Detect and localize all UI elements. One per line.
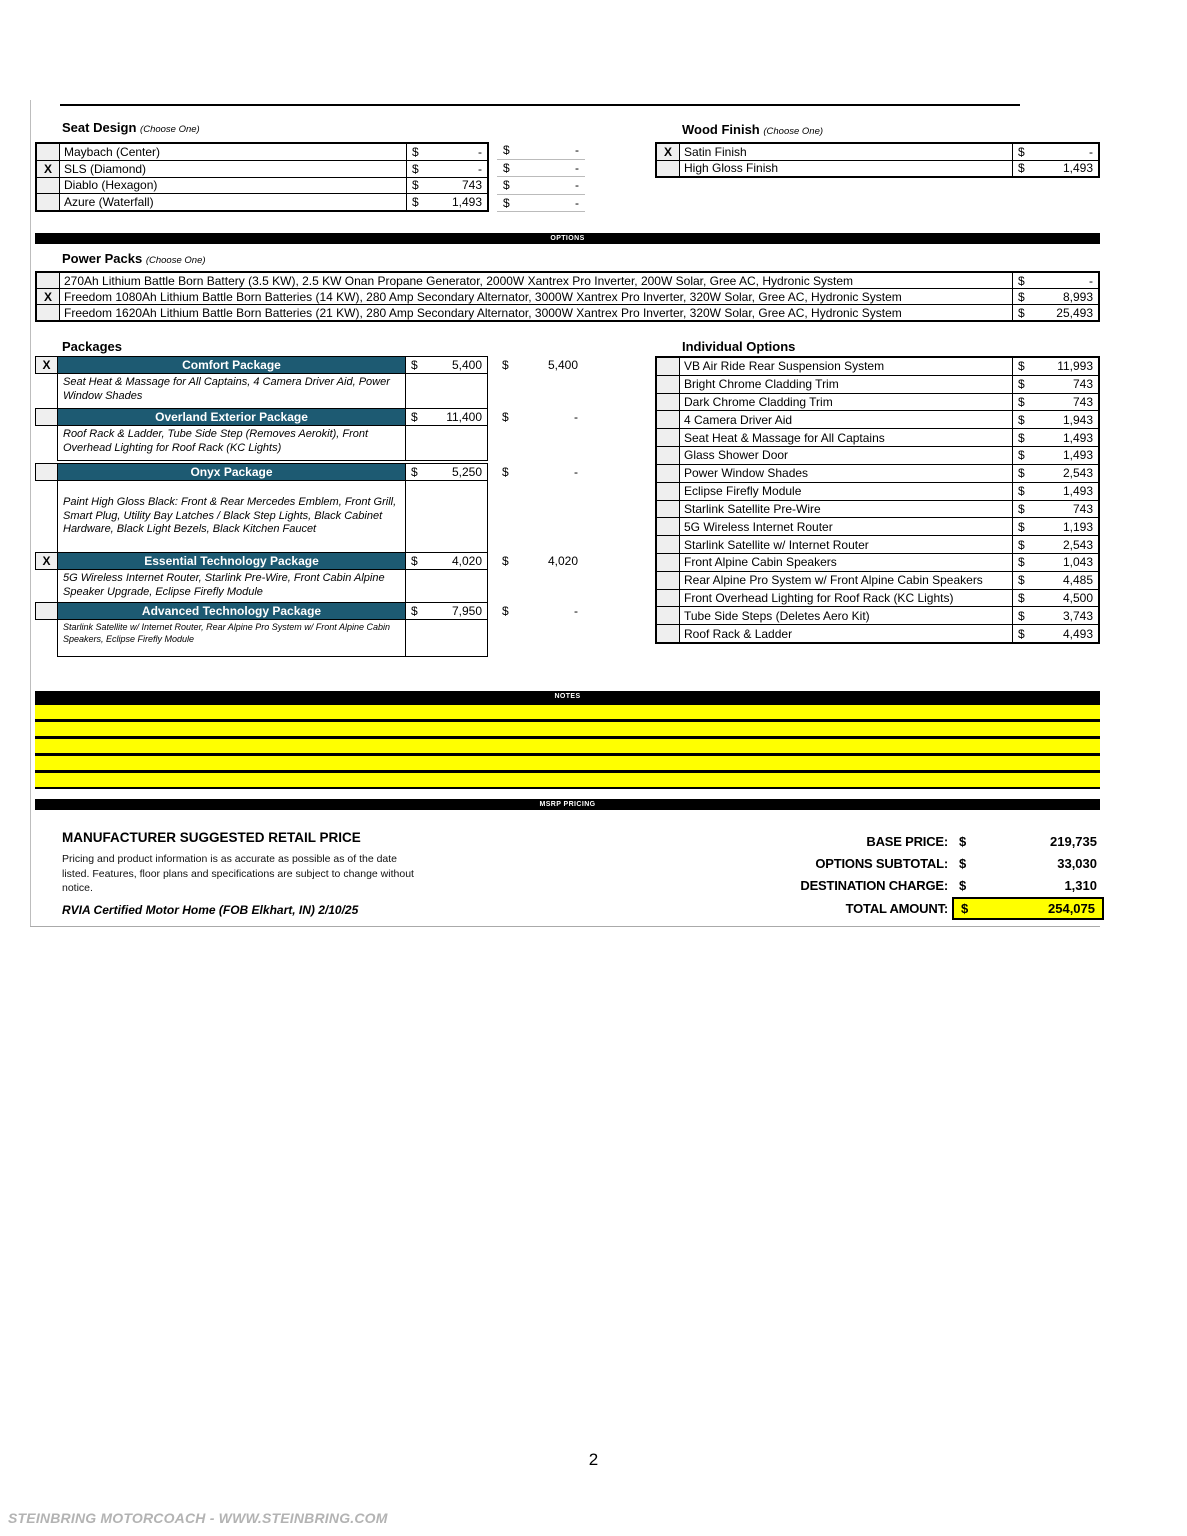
amount-value: 254,075 — [1048, 900, 1095, 916]
seat-price — [406, 161, 487, 177]
seat-price — [406, 144, 487, 160]
msrp-row — [640, 897, 1104, 919]
seat-row — [37, 193, 487, 210]
package-item — [35, 463, 615, 553]
power-pack-price — [1012, 273, 1098, 288]
option-checkbox[interactable] — [657, 376, 680, 393]
currency-symbol: $ — [1018, 501, 1025, 516]
option-label: 5G Wireless Internet Router — [684, 519, 833, 534]
currency-symbol: $ — [412, 195, 419, 210]
currency-symbol: $ — [1018, 305, 1025, 320]
price-value: 743 — [1072, 395, 1093, 410]
currency-symbol: $ — [411, 358, 418, 372]
price-value: 1,493 — [451, 195, 482, 210]
power-pack-label: Freedom 1620Ah Lithium Battle Born Batteries (21 KW), 280 Amp Secondary Alternator, 3000W Xantrex Pro Inverter, 320W Solar, Gree AC, Hydronic System — [64, 305, 902, 320]
currency-symbol: $ — [411, 554, 418, 568]
package-price — [405, 552, 488, 570]
individual-option-row — [657, 464, 1098, 482]
package-item — [35, 552, 615, 603]
currency-symbol: $ — [1018, 273, 1025, 288]
package-checkbox[interactable]: X — [35, 552, 58, 570]
seat-row — [37, 144, 487, 160]
individual-option-row — [657, 375, 1098, 393]
individual-option-row — [657, 358, 1098, 375]
options-subtotal-value — [952, 852, 1104, 874]
seat-selected-price — [497, 142, 585, 160]
option-label: Bright Chrome Cladding Trim — [684, 377, 839, 392]
seat-selected-column — [497, 142, 585, 212]
package-item — [35, 408, 615, 461]
currency-symbol: $ — [412, 161, 419, 176]
seat-checkbox[interactable] — [37, 178, 60, 194]
notes-line[interactable] — [35, 722, 1100, 736]
wood-finish-table — [655, 142, 1100, 178]
price-value: - — [478, 161, 482, 176]
power-pack-label: Freedom 1080Ah Lithium Battle Born Batteries (14 KW), 280 Amp Secondary Alternator, 3000W Xantrex Pro Inverter, 320W Solar, Gree AC, Hydronic System — [64, 289, 902, 304]
seat-price — [406, 178, 487, 194]
individual-option-row — [657, 535, 1098, 553]
option-price — [1012, 518, 1098, 535]
price-value: 7,950 — [451, 604, 482, 618]
seat-row — [37, 160, 487, 177]
option-label: Glass Shower Door — [684, 448, 789, 463]
option-checkbox[interactable] — [657, 429, 680, 446]
option-label: VB Air Ride Rear Suspension System — [684, 359, 885, 374]
option-checkbox[interactable] — [657, 554, 680, 571]
package-checkbox[interactable] — [35, 463, 58, 481]
wood-price — [1012, 144, 1098, 160]
individual-options-title: Individual Options — [682, 339, 796, 354]
option-checkbox[interactable] — [657, 358, 680, 375]
seat-selected-price — [497, 177, 585, 195]
msrp-totals — [640, 830, 1104, 920]
selected-value: - — [574, 604, 578, 618]
option-price — [1012, 465, 1098, 482]
power-pack-label: 270Ah Lithium Battle Born Battery (3.5 KW), 2.5 KW Onan Propane Generator, 2000W Xantrex Pro Inverter, 200W Solar, Gree AC, Hydronic System — [64, 273, 854, 288]
msrp-section-bar: MSRP PRICING — [35, 799, 1100, 810]
package-checkbox[interactable] — [35, 602, 58, 620]
price-value: - — [1089, 144, 1093, 159]
wood-finish-title-text: Wood Finish — [682, 122, 760, 137]
price-value: 1,193 — [1062, 519, 1093, 534]
option-price — [1012, 429, 1098, 446]
currency-symbol: $ — [502, 410, 509, 424]
package-description: Paint High Gloss Black: Front & Rear Mercedes Emblem, Front Grill, Smart Plug, Utility Bay Latches / Black Step Lights, Black Cabinet Hardware, Black Light Bezels, Black Kitchen Faucet — [57, 480, 406, 553]
power-pack-price — [1012, 305, 1098, 320]
option-label: Starlink Satellite Pre-Wire — [684, 501, 821, 516]
top-rule — [60, 104, 1020, 106]
seat-selected-price — [497, 160, 585, 178]
individual-option-row — [657, 606, 1098, 624]
currency-symbol: $ — [411, 410, 418, 424]
option-price — [1012, 358, 1098, 375]
option-checkbox[interactable] — [657, 447, 680, 464]
seat-selected-price — [497, 195, 585, 213]
price-value: 1,493 — [1062, 161, 1093, 176]
seat-row — [37, 177, 487, 194]
package-price — [405, 463, 488, 481]
currency-symbol: $ — [503, 160, 510, 175]
seat-design-table — [35, 142, 585, 212]
package-item — [35, 602, 615, 657]
package-name: Essential Technology Package — [57, 552, 406, 570]
currency-symbol: $ — [1018, 573, 1025, 588]
package-selected-price — [496, 356, 584, 374]
price-value: 1,493 — [1062, 430, 1093, 445]
option-price — [1012, 483, 1098, 500]
option-label: Rear Alpine Pro System w/ Front Alpine Cabin Speakers — [684, 573, 983, 588]
package-price — [405, 602, 488, 620]
package-name: Overland Exterior Package — [57, 408, 406, 426]
currency-symbol: $ — [1018, 430, 1025, 445]
currency-symbol: $ — [502, 604, 509, 618]
option-label: Front Alpine Cabin Speakers — [684, 555, 837, 570]
package-description: 5G Wireless Internet Router, Starlink Pre-Wire, Front Cabin Alpine Speaker Upgrade, Eclipse Firefly Module — [57, 569, 406, 603]
msrp-bottom-line — [30, 926, 1100, 927]
currency-symbol: $ — [1018, 484, 1025, 499]
option-checkbox[interactable] — [657, 411, 680, 428]
currency-symbol: $ — [959, 833, 967, 849]
option-checkbox[interactable] — [657, 518, 680, 535]
notes-line[interactable] — [35, 773, 1100, 787]
power-pack-row — [37, 304, 1098, 320]
individual-option-row — [657, 500, 1098, 518]
msrp-row — [640, 852, 1104, 874]
currency-symbol: $ — [961, 900, 969, 916]
currency-symbol: $ — [1018, 519, 1025, 534]
currency-symbol: $ — [1018, 144, 1025, 159]
page-number: 2 — [588, 1450, 599, 1469]
option-label: Front Overhead Lighting for Roof Rack (KC Lights) — [684, 590, 954, 605]
currency-symbol: $ — [1018, 608, 1025, 623]
currency-symbol: $ — [502, 465, 509, 479]
currency-symbol: $ — [412, 178, 419, 193]
option-price — [1012, 590, 1098, 607]
notes-line[interactable] — [35, 756, 1100, 770]
option-checkbox[interactable] — [657, 607, 680, 624]
currency-symbol: $ — [1018, 412, 1025, 427]
price-value: 743 — [1072, 377, 1093, 392]
option-label: Starlink Satellite w/ Internet Router — [684, 537, 869, 552]
selected-value: - — [575, 195, 579, 210]
option-label: Tube Side Steps (Deletes Aero Kit) — [684, 608, 870, 623]
msrp-title: MANUFACTURER SUGGESTED RETAIL PRICE — [62, 830, 361, 845]
power-packs-title — [62, 251, 206, 266]
option-label: 4 Camera Driver Aid — [684, 412, 793, 427]
price-value: 1,943 — [1062, 412, 1093, 427]
wood-label: High Gloss Finish — [684, 161, 779, 176]
base-price-label: BASE PRICE: — [866, 833, 948, 849]
notes-section — [35, 691, 1100, 789]
option-label: Roof Rack & Ladder — [684, 626, 793, 641]
option-label: Seat Heat & Massage for All Captains — [684, 430, 885, 445]
package-selected-price — [496, 408, 584, 426]
option-checkbox[interactable] — [657, 536, 680, 553]
package-name: Comfort Package — [57, 356, 406, 374]
price-value: 25,493 — [1056, 305, 1093, 320]
currency-symbol: $ — [411, 604, 418, 618]
package-description: Roof Rack & Ladder, Tube Side Step (Removes Aerokit), Front Overhead Lighting for Roof Rack (KC Lights) — [57, 425, 406, 461]
packages-table — [35, 356, 615, 657]
price-value: 743 — [461, 178, 482, 193]
currency-symbol: $ — [411, 465, 418, 479]
seat-label: SLS (Diamond) — [64, 161, 147, 176]
currency-symbol: $ — [1018, 555, 1025, 570]
rvia-certification: RVIA Certified Motor Home (FOB Elkhart, IN) 2/10/25 — [62, 903, 359, 917]
seat-design-title — [62, 120, 200, 135]
currency-symbol: $ — [1018, 395, 1025, 410]
price-value: 4,493 — [1062, 626, 1093, 641]
option-price — [1012, 501, 1098, 518]
individual-option-row — [657, 624, 1098, 642]
notes-section-bar: NOTES — [35, 691, 1100, 702]
wood-label: Satin Finish — [684, 144, 747, 159]
price-value: 5,400 — [451, 358, 482, 372]
option-price — [1012, 625, 1098, 642]
seat-label: Azure (Waterfall) — [64, 195, 154, 210]
wood-checkbox[interactable] — [657, 161, 680, 177]
power-pack-checkbox[interactable] — [37, 305, 60, 320]
currency-symbol: $ — [1018, 161, 1025, 176]
seat-checkbox[interactable] — [37, 194, 60, 210]
currency-symbol: $ — [1018, 626, 1025, 641]
power-pack-row — [37, 288, 1098, 304]
wood-finish-title — [682, 122, 823, 137]
option-checkbox[interactable] — [657, 590, 680, 607]
price-value: 4,020 — [451, 554, 482, 568]
individual-option-row — [657, 553, 1098, 571]
power-pack-price — [1012, 289, 1098, 304]
package-price — [405, 356, 488, 374]
individual-option-row — [657, 571, 1098, 589]
option-checkbox[interactable] — [657, 625, 680, 642]
package-checkbox[interactable]: X — [35, 356, 58, 374]
currency-symbol: $ — [1018, 289, 1025, 304]
price-value: - — [478, 144, 482, 159]
price-value: 3,743 — [1062, 608, 1093, 623]
selected-value: 5,400 — [547, 358, 578, 372]
wood-checkbox[interactable]: X — [657, 144, 680, 160]
msrp-row — [640, 830, 1104, 852]
price-value: 1,043 — [1062, 555, 1093, 570]
package-selected-price — [496, 552, 584, 570]
seat-label: Diablo (Hexagon) — [64, 178, 158, 193]
wood-finish-choose-one: (Choose One) — [763, 126, 824, 137]
price-value: 11,400 — [446, 410, 482, 424]
amount-value: 1,310 — [1064, 878, 1097, 894]
power-packs-table — [35, 271, 1100, 322]
wood-price — [1012, 161, 1098, 177]
power-pack-checkbox[interactable]: X — [37, 289, 60, 304]
option-price — [1012, 447, 1098, 464]
power-packs-title-text: Power Packs — [62, 251, 143, 266]
individual-options-table — [655, 356, 1100, 644]
price-value: 4,485 — [1062, 573, 1093, 588]
currency-symbol: $ — [1018, 590, 1025, 605]
total-amount-label: TOTAL AMOUNT: — [845, 900, 948, 916]
wood-row — [657, 144, 1098, 160]
selected-value: - — [575, 160, 579, 175]
packages-title: Packages — [62, 339, 122, 354]
currency-symbol: $ — [1018, 377, 1025, 392]
amount-value: 33,030 — [1057, 856, 1097, 872]
package-name: Onyx Package — [57, 463, 406, 481]
price-value: 2,543 — [1062, 466, 1093, 481]
option-checkbox[interactable] — [657, 483, 680, 500]
package-item — [35, 356, 615, 409]
option-label: Eclipse Firefly Module — [684, 484, 802, 499]
currency-symbol: $ — [502, 554, 509, 568]
destination-charge-value — [952, 875, 1104, 897]
currency-symbol: $ — [502, 358, 509, 372]
package-price — [405, 408, 488, 426]
base-price-value — [952, 830, 1104, 852]
individual-option-row — [657, 482, 1098, 500]
currency-symbol: $ — [503, 195, 510, 210]
selected-value: - — [575, 143, 579, 158]
selected-value: - — [575, 178, 579, 193]
currency-symbol: $ — [1018, 448, 1025, 463]
package-description: Seat Heat & Massage for All Captains, 4 Camera Driver Aid, Power Window Shades — [57, 373, 406, 409]
price-value: 743 — [1072, 501, 1093, 516]
power-packs-choose-one: (Choose One) — [145, 255, 206, 266]
option-checkbox[interactable] — [657, 465, 680, 482]
amount-value: 219,735 — [1050, 833, 1097, 849]
options-section-bar: OPTIONS — [35, 233, 1100, 244]
package-description: Starlink Satellite w/ Internet Router, Rear Alpine Pro System w/ Front Alpine Cabin Speakers, Eclipse Firefly Module — [57, 619, 406, 657]
currency-symbol: $ — [412, 144, 419, 159]
msrp-row — [640, 875, 1104, 897]
option-checkbox[interactable] — [657, 501, 680, 518]
options-subtotal-label: OPTIONS SUBTOTAL: — [815, 856, 948, 872]
individual-option-row — [657, 410, 1098, 428]
package-name: Advanced Technology Package — [57, 602, 406, 620]
individual-option-row — [657, 393, 1098, 411]
seat-design-choose-one: (Choose One) — [140, 124, 200, 135]
footer-watermark: STEINBRING MOTORCOACH - WWW.STEINBRING.COM — [8, 1510, 388, 1526]
seat-label: Maybach (Center) — [64, 144, 161, 159]
selected-value: 4,020 — [547, 554, 578, 568]
msrp-disclaimer: Pricing and product information is as accurate as possible as of the date listed. Features, floor plans and specifications are subject to change without notice. — [62, 853, 414, 894]
package-selected-price — [496, 463, 584, 481]
notes-line[interactable] — [35, 739, 1100, 753]
option-price — [1012, 411, 1098, 428]
total-amount-value — [952, 897, 1104, 919]
seat-price — [406, 194, 487, 210]
selected-value: - — [574, 410, 578, 424]
price-value: 8,993 — [1062, 289, 1093, 304]
individual-option-row — [657, 428, 1098, 446]
left-margin-line — [30, 100, 31, 927]
individual-option-row — [657, 589, 1098, 607]
currency-symbol: $ — [959, 856, 967, 872]
option-checkbox[interactable] — [657, 572, 680, 589]
price-value: 11,993 — [1057, 359, 1093, 374]
option-label: Dark Chrome Cladding Trim — [684, 395, 833, 410]
individual-option-row — [657, 446, 1098, 464]
option-price — [1012, 572, 1098, 589]
seat-checkbox[interactable] — [37, 144, 60, 160]
option-checkbox[interactable] — [657, 394, 680, 411]
seat-design-title-text: Seat Design — [62, 120, 137, 135]
currency-symbol: $ — [1018, 466, 1025, 481]
selected-value: - — [574, 465, 578, 479]
price-value: 1,493 — [1062, 448, 1093, 463]
option-price — [1012, 554, 1098, 571]
currency-symbol: $ — [1018, 359, 1025, 374]
power-pack-checkbox[interactable] — [37, 273, 60, 288]
package-selected-price — [496, 602, 584, 620]
package-checkbox[interactable] — [35, 408, 58, 426]
option-price — [1012, 376, 1098, 393]
wood-row — [657, 160, 1098, 177]
currency-symbol: $ — [1018, 537, 1025, 552]
individual-option-row — [657, 517, 1098, 535]
option-price — [1012, 394, 1098, 411]
price-value: 4,500 — [1062, 590, 1093, 605]
power-pack-row — [37, 273, 1098, 288]
price-value: 1,493 — [1062, 484, 1093, 499]
option-price — [1012, 536, 1098, 553]
price-value: 2,543 — [1062, 537, 1093, 552]
currency-symbol: $ — [503, 178, 510, 193]
notes-line[interactable] — [35, 705, 1100, 719]
destination-charge-label: DESTINATION CHARGE: — [800, 878, 948, 894]
option-price — [1012, 607, 1098, 624]
currency-symbol: $ — [503, 143, 510, 158]
price-value: 5,250 — [451, 465, 482, 479]
currency-symbol: $ — [959, 878, 967, 894]
seat-checkbox[interactable]: X — [37, 161, 60, 177]
option-label: Power Window Shades — [684, 466, 809, 481]
price-value: - — [1089, 273, 1093, 288]
